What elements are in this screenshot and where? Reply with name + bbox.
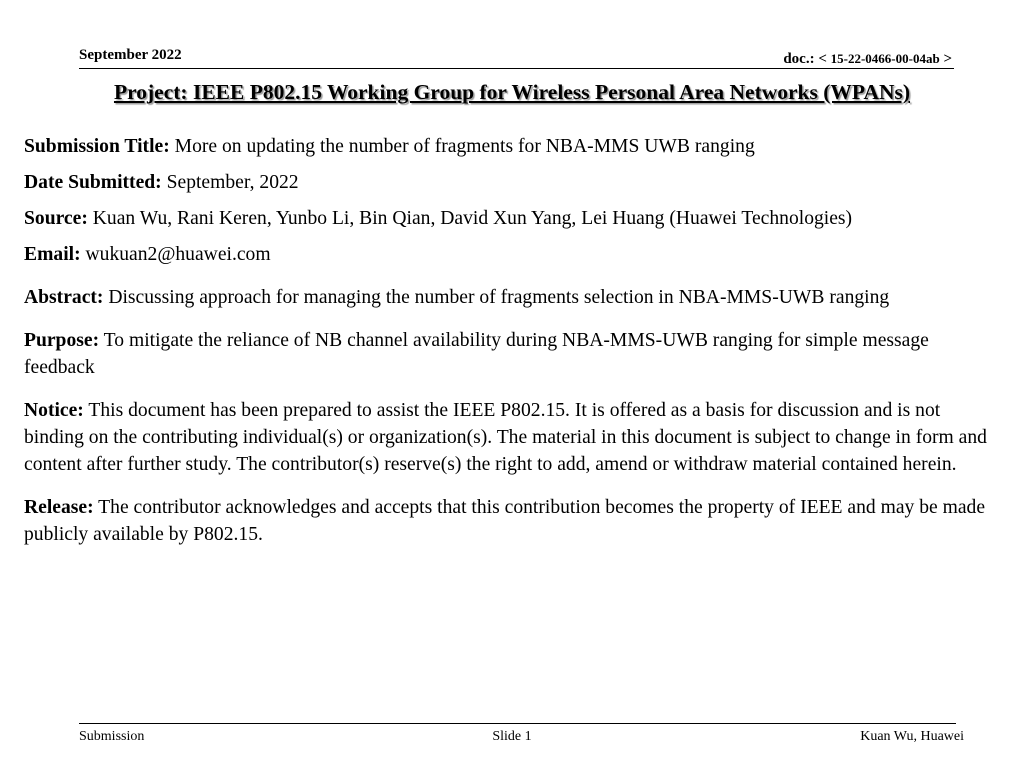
field-label: Release: — [24, 497, 94, 518]
field-label: Purpose: — [24, 330, 100, 351]
header-doc-id — [783, 50, 952, 68]
field-value: September, 2022 — [161, 172, 299, 193]
field-label: Submission Title: — [24, 136, 170, 157]
field-value: wukuan2@huawei.com — [80, 244, 271, 265]
field-value: Discussing approach for managing the number of fragments selection in NBA-MMS-UWB ranging — [103, 287, 890, 308]
header-rule — [79, 68, 954, 69]
field-label: Email: — [24, 244, 81, 265]
submission-body — [24, 133, 1004, 557]
footer-slide-number: Slide 1 — [492, 729, 532, 744]
date-submitted-field — [24, 169, 1004, 196]
field-value: This document has been prepared to assist the IEEE P802.15. It is offered as a basis for discussion and is not binding on the contributing individual(s) or organization(s). The material in this document is subject to change in form and content after further study. The contributor(s) reserve(s) the right to add, amend or withdraw material contained herein. — [24, 400, 987, 475]
email-field — [24, 241, 1004, 268]
release-field — [24, 494, 1004, 548]
field-value: More on updating the number of fragments for NBA-MMS UWB ranging — [169, 136, 755, 157]
field-label: Date Submitted: — [24, 172, 162, 193]
field-value: Kuan Wu, Rani Keren, Yunbo Li, Bin Qian, David Xun Yang, Lei Huang (Huawei Technologies) — [87, 208, 853, 229]
field-label: Abstract: — [24, 287, 104, 308]
field-label: Source: — [24, 208, 88, 229]
field-label: Notice: — [24, 400, 84, 421]
footer-rule — [79, 723, 956, 724]
purpose-field — [24, 327, 1004, 381]
field-value: The contributor acknowledges and accepts that this contribution becomes the property of IEEE and may be made publicly available by P802.15. — [24, 497, 986, 545]
header-date: September 2022 — [79, 47, 182, 63]
field-value: To mitigate the reliance of NB channel availability during NBA-MMS-UWB ranging for simple message feedback — [24, 330, 929, 378]
abstract-field — [24, 284, 1004, 311]
doc-suffix: > — [939, 51, 952, 67]
source-field — [24, 205, 1004, 232]
footer-author: Kuan Wu, Huawei — [860, 729, 964, 744]
footer-submission: Submission — [79, 729, 145, 744]
project-title: Project: IEEE P802.15 Working Group for Wireless Personal Area Networks (WPANs) — [113, 80, 911, 104]
submission-title-field — [24, 133, 1004, 160]
doc-number: 15-22-0466-00-04ab — [830, 51, 940, 66]
notice-field — [24, 397, 1004, 478]
doc-label: doc.: < — [783, 51, 831, 67]
